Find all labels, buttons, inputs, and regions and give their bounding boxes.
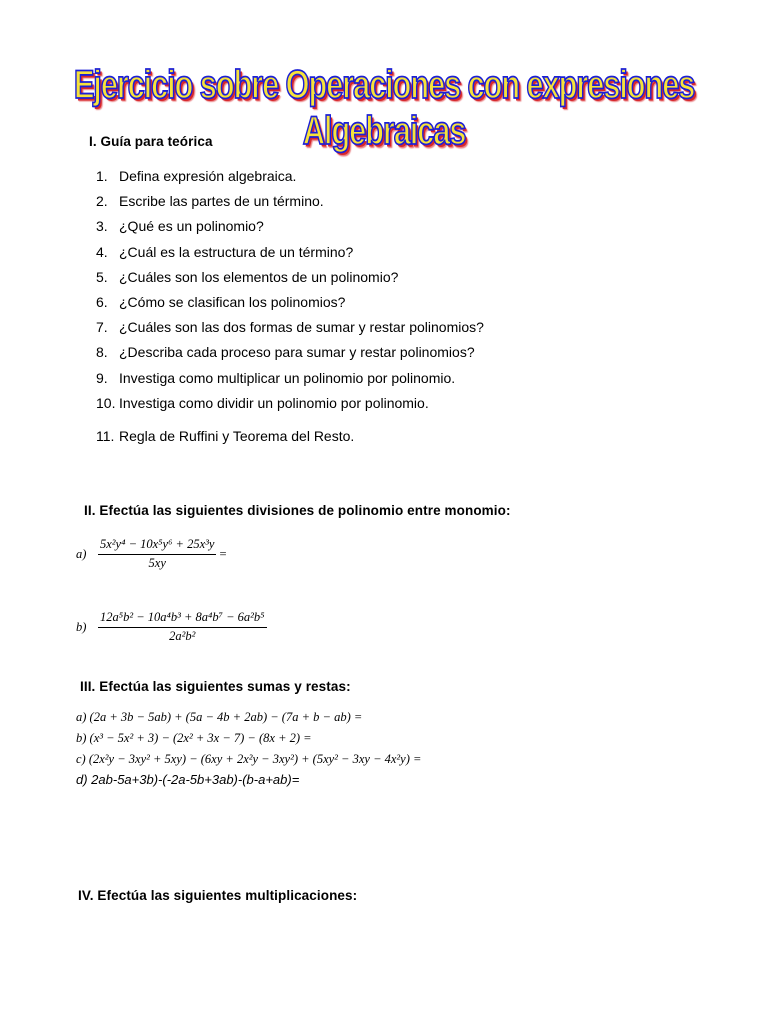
division-b-fraction [98,610,267,644]
sum-d: d) 2ab-5a+3b)-(-2a-5b+3ab)-(b-a+ab)= [76,772,300,787]
list-item: 10. Investiga como dividir un polinomio por polinomio. [96,394,429,411]
division-b-denominator: 2a²b² [169,629,196,643]
list-item: 3. ¿Qué es un polinomio? [96,218,264,235]
division-b-numerator: 12a⁵b² − 10a⁴b³ + 8a⁴b⁷ − 6a²b⁵ [98,610,267,628]
section-3-heading: III. Efectúa las siguientes sumas y restas: [80,679,351,694]
division-a-fraction [98,537,216,571]
list-item: 6. ¿Cómo se clasifican los polinomios? [96,293,346,310]
section-4-heading: IV. Efectúa las siguientes multiplicaciones: [78,888,358,903]
list-item: 7. ¿Cuáles son las dos formas de sumar y restar polinomios? [96,319,484,336]
sum-b: b) (x³ − 5x² + 3) − (2x² + 3x − 7) − (8x + 2) = [76,731,312,745]
list-item: 9. Investiga como multiplicar un polinomio por polinomio. [96,369,456,386]
list-item: 8. ¿Describa cada proceso para sumar y restar polinomios? [96,344,475,361]
division-a-label: a) [76,546,87,561]
list-item: 1. Defina expresión algebraica. [96,168,297,184]
division-b-label: b) [76,619,87,634]
sum-c: c) (2x²y − 3xy² + 5xy) − (6xy + 2x²y − 3xy²) + (5xy² − 3xy − 4x²y) = [76,752,422,766]
section-2-heading: II. Efectúa las siguientes divisiones de polinomio entre monomio: [84,503,511,518]
division-a [76,537,227,571]
division-a-denominator: 5xy [148,556,166,570]
question-list [96,166,484,451]
division-b [76,610,267,644]
section-1-heading: I. Guía para teórica [89,134,213,149]
list-item: 2. Escribe las partes de un término. [96,193,324,210]
list-item: 4. ¿Cuál es la estructura de un término? [96,243,354,260]
division-a-numerator: 5x²y⁴ − 10x⁵y⁶ + 25x³y [98,537,216,555]
division-a-equals: = [219,546,227,561]
sum-a: a) (2a + 3b − 5ab) + (5a − 4b + 2ab) − (7a + b − ab) = [76,710,363,724]
list-item: 5. ¿Cuáles son los elementos de un polinomio? [96,268,399,285]
list-item: 11. Regla de Ruffini y Teorema del Resto. [96,427,355,444]
document-title: Ejercicio sobre Operaciones con expresiones Algebraicas [73,62,695,153]
